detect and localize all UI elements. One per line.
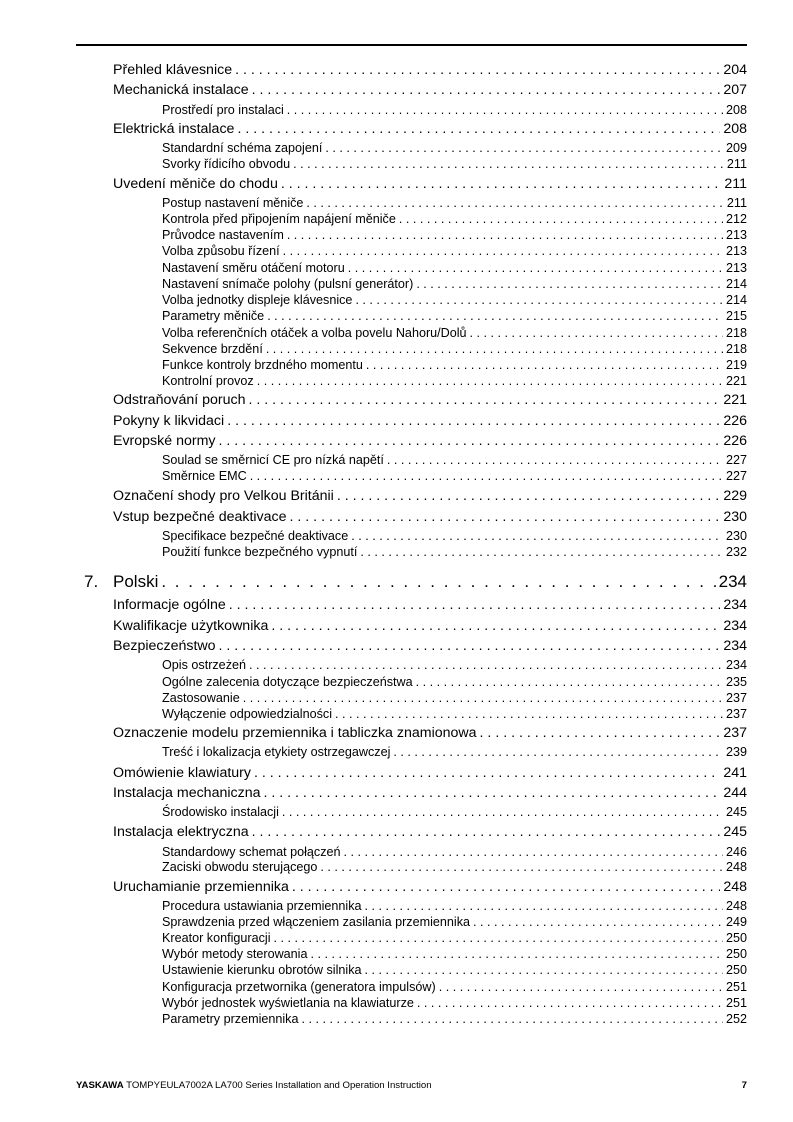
toc-entry-title: Uruchamianie przemiennika	[113, 879, 289, 895]
toc-dot-leader	[249, 392, 721, 408]
toc-section[interactable]	[113, 121, 747, 137]
toc-dot-leader	[416, 675, 723, 689]
toc-page-number: 248	[725, 860, 747, 874]
toc-entry-title: Prostředí pro instalaci	[162, 103, 284, 117]
toc-entry-title: Funkce kontroly brzdného momentu	[162, 358, 363, 372]
toc-page-number: 227	[725, 453, 747, 467]
toc-page-number: 239	[725, 745, 747, 759]
toc-entry-title: Omówienie klawiatury	[113, 765, 251, 781]
toc-entry-title: Nastavení směru otáčení motoru	[162, 261, 345, 275]
toc-dot-leader	[301, 1012, 723, 1026]
toc-entry-title: Použití funkce bezpečného vypnutí	[162, 545, 358, 559]
toc-subsection[interactable]	[162, 915, 747, 929]
toc-entry-title: Parametry měniče	[162, 309, 265, 323]
toc-subsection[interactable]	[162, 980, 747, 994]
toc-dot-leader	[325, 141, 723, 155]
toc-page-number: 245	[723, 824, 747, 840]
toc-page-number: 232	[725, 545, 747, 559]
toc-subsection[interactable]	[162, 453, 747, 467]
toc-entry-title: Oznaczenie modelu przemiennika i tabliczka znamionowa	[113, 725, 477, 741]
toc-subsection[interactable]	[162, 805, 747, 819]
toc-page-number: 234	[725, 658, 747, 672]
toc-dot-leader	[257, 374, 723, 388]
toc-dot-leader	[271, 618, 720, 634]
toc-chapter-number: 7.	[84, 572, 99, 591]
toc-entry-title: Kontrolní provoz	[162, 374, 254, 388]
toc-subsection[interactable]	[162, 860, 747, 874]
toc-subsection[interactable]	[162, 947, 747, 961]
toc-subsection[interactable]	[162, 745, 747, 759]
toc-dot-leader	[351, 529, 723, 543]
toc-entry-title: Wybór jednostek wyświetlania na klawiaturze	[162, 996, 414, 1010]
toc-dot-leader	[243, 691, 723, 705]
toc-page-number: 214	[725, 293, 747, 307]
toc-entry-title: Postup nastavení měniče	[162, 196, 304, 210]
toc-section[interactable]	[113, 413, 747, 429]
toc-dot-leader	[417, 996, 723, 1010]
toc-section[interactable]	[113, 618, 747, 634]
toc-subsection[interactable]	[162, 963, 747, 977]
toc-entry-title: Informacje ogólne	[113, 597, 226, 613]
toc-dot-leader	[229, 597, 721, 613]
toc-page-number: 211	[726, 157, 747, 171]
toc-subsection[interactable]	[162, 244, 747, 258]
toc-dot-leader	[310, 947, 723, 961]
toc-dot-leader	[416, 277, 723, 291]
toc-entry-title: Polski	[113, 572, 159, 591]
toc-dot-leader	[439, 980, 723, 994]
toc-dot-leader	[274, 931, 723, 945]
toc-entry-title: Wybór metody sterowania	[162, 947, 308, 961]
toc-page-number: 245	[725, 805, 747, 819]
toc-subsection[interactable]	[162, 931, 747, 945]
toc-subsection[interactable]	[162, 1012, 747, 1026]
toc-dot-leader	[219, 433, 721, 449]
toc-dot-leader	[365, 899, 723, 913]
toc-page-number: 230	[723, 509, 747, 525]
toc-entry-title: Volba způsobu řízení	[162, 244, 280, 258]
toc-dot-leader	[161, 572, 715, 592]
toc-page-number: 252	[725, 1012, 747, 1026]
toc-dot-leader	[393, 745, 723, 759]
toc-dot-leader	[365, 963, 723, 977]
toc-entry-title: Standardní schéma zapojení	[162, 141, 323, 155]
toc-dot-leader	[250, 469, 723, 483]
toc-dot-leader	[237, 121, 720, 137]
toc-page-number: 235	[725, 675, 747, 689]
toc-chapter[interactable]	[84, 572, 747, 592]
toc-section[interactable]	[113, 765, 747, 781]
toc-entry-title: Nastavení snímače polohy (pulsní generátor)	[162, 277, 414, 291]
toc-page-number: 250	[725, 963, 747, 977]
toc-dot-leader	[480, 725, 721, 741]
toc-entry-title: Elektrická instalace	[113, 121, 235, 137]
toc-page-number: 237	[723, 725, 747, 741]
toc-dot-leader	[292, 879, 720, 895]
toc-subsection[interactable]	[162, 157, 747, 171]
toc-page-number: 250	[725, 947, 747, 961]
toc-dot-leader	[249, 658, 723, 672]
toc-dot-leader	[267, 309, 723, 323]
toc-entry-title: Sekvence brzdění	[162, 342, 263, 356]
toc-entry-title: Instalacja mechaniczna	[113, 785, 261, 801]
toc-entry-title: Wyłączenie odpowiedzialności	[162, 707, 332, 721]
toc-section[interactable]	[113, 392, 747, 408]
toc-page-number: 213	[725, 228, 747, 242]
toc-subsection[interactable]	[162, 529, 747, 543]
toc-page-number: 218	[725, 326, 747, 340]
toc-dot-leader	[287, 103, 723, 117]
toc-subsection[interactable]	[162, 845, 747, 859]
toc-subsection[interactable]	[162, 196, 747, 210]
toc-entry-title: Specifikace bezpečné deaktivace	[162, 529, 349, 543]
toc-subsection[interactable]	[162, 899, 747, 913]
toc-dot-leader	[219, 638, 721, 654]
toc-entry-title: Označení shody pro Velkou Británii	[113, 488, 334, 504]
toc-page-number: 213	[725, 244, 747, 258]
toc-section[interactable]	[113, 176, 747, 192]
toc-page-number: 237	[725, 691, 747, 705]
header-rule	[76, 44, 747, 46]
toc-page-number: 208	[723, 121, 747, 137]
toc-entry-title: Środowisko instalacji	[162, 805, 279, 819]
toc-entry-title: Kwalifikacje użytkownika	[113, 618, 269, 634]
toc-dot-leader	[254, 765, 720, 781]
toc-subsection[interactable]	[162, 675, 747, 689]
toc-entry-title: Zaciski obwodu sterującego	[162, 860, 318, 874]
toc-subsection[interactable]	[162, 228, 747, 242]
toc-dot-leader	[320, 860, 723, 874]
toc-page-number: 227	[725, 469, 747, 483]
toc-entry-title: Uvedení měniče do chodu	[113, 176, 278, 192]
toc-dot-leader	[473, 915, 723, 929]
toc-page-number: 237	[725, 707, 747, 721]
toc-entry-title: Parametry przemiennika	[162, 1012, 299, 1026]
toc-page-number: 248	[725, 899, 747, 913]
toc-page-number: 234	[723, 618, 747, 634]
toc-dot-leader	[281, 176, 722, 192]
toc-entry-title: Zastosowanie	[162, 691, 240, 705]
toc-dot-leader	[348, 261, 723, 275]
toc-section[interactable]	[113, 62, 747, 78]
toc-page-number: 234	[723, 597, 747, 613]
toc-page-number: 250	[725, 931, 747, 945]
toc-entry-title: Ustawienie kierunku obrotów silnika	[162, 963, 362, 977]
toc-subsection[interactable]	[162, 658, 747, 672]
toc-entry-title: Soulad se směrnicí CE pro nízká napětí	[162, 453, 384, 467]
toc-section[interactable]	[113, 597, 747, 613]
toc-page-number: 251	[725, 980, 747, 994]
toc-subsection[interactable]	[162, 326, 747, 340]
toc-page-number: 207	[723, 82, 747, 98]
toc-dot-leader	[252, 82, 721, 98]
toc-dot-leader	[355, 293, 723, 307]
toc-page-number: 248	[723, 879, 747, 895]
toc-entry-title: Instalacja elektryczna	[113, 824, 249, 840]
toc-subsection[interactable]	[162, 469, 747, 483]
toc-entry-title: Průvodce nastavením	[162, 228, 284, 242]
toc-page-number: 246	[725, 845, 747, 859]
toc-dot-leader	[252, 824, 721, 840]
toc-page-number: 226	[723, 413, 747, 429]
toc-dot-leader	[287, 228, 723, 242]
toc-section[interactable]	[113, 785, 747, 801]
toc-dot-leader	[263, 785, 720, 801]
toc-page-number: 221	[725, 374, 747, 388]
toc-subsection[interactable]	[162, 141, 747, 155]
toc-page-number: 241	[723, 765, 747, 781]
footer-doc-title	[76, 1080, 432, 1091]
toc-page-number: 204	[723, 62, 747, 78]
toc-entry-title: Přehled klávesnice	[113, 62, 233, 78]
toc-page-number: 244	[723, 785, 747, 801]
toc-section[interactable]	[113, 488, 747, 504]
toc-section[interactable]	[113, 509, 747, 525]
toc-page-number: 251	[725, 996, 747, 1010]
toc-dot-leader	[235, 62, 720, 78]
footer-doc-name: TOMPYEULA7002A LA700 Series Installation and Operation Instruction	[126, 1080, 432, 1091]
toc-page-number: 212	[725, 212, 747, 226]
toc-entry-title: Konfiguracja przetwornika (generatora impulsów)	[162, 980, 436, 994]
toc-subsection[interactable]	[162, 212, 747, 226]
toc-dot-leader	[335, 707, 723, 721]
toc-dot-leader	[360, 545, 723, 559]
toc-entry-title: Směrnice EMC	[162, 469, 247, 483]
toc-page-number: 229	[723, 488, 747, 504]
toc-page-number: 234	[723, 638, 747, 654]
toc-subsection[interactable]	[162, 261, 747, 275]
toc-entry-title: Opis ostrzeżeń	[162, 658, 246, 672]
toc-entry-title: Bezpieczeństwo	[113, 638, 216, 654]
toc-dot-leader	[366, 358, 723, 372]
toc-page-number: 230	[725, 529, 747, 543]
toc-page-number: 209	[725, 141, 747, 155]
toc-entry-title: Procedura ustawiania przemiennika	[162, 899, 362, 913]
toc-dot-leader	[266, 342, 723, 356]
toc-entry-title: Sprawdzenia przed włączeniem zasilania przemiennika	[162, 915, 470, 929]
toc-entry-title: Pokyny k likvidaci	[113, 413, 225, 429]
toc-page-number: 234	[718, 572, 747, 591]
toc-page-number: 214	[725, 277, 747, 291]
toc-section[interactable]	[113, 433, 747, 449]
page-footer	[76, 1080, 747, 1091]
toc-subsection[interactable]	[162, 545, 747, 559]
toc-subsection[interactable]	[162, 342, 747, 356]
toc-dot-leader	[306, 196, 724, 210]
toc-page-number: 211	[726, 196, 747, 210]
toc-dot-leader	[470, 326, 723, 340]
toc-section[interactable]	[113, 638, 747, 654]
toc-entry-title: Ogólne zalecenia dotyczące bezpieczeństwa	[162, 675, 413, 689]
toc-subsection[interactable]	[162, 374, 747, 388]
toc-dot-leader	[337, 488, 721, 504]
toc-entry-title: Treść i lokalizacja etykiety ostrzegawczej	[162, 745, 391, 759]
footer-page-number: 7	[741, 1080, 747, 1091]
toc-page-number: 221	[723, 392, 747, 408]
toc-dot-leader	[283, 244, 723, 258]
toc-entry-title: Vstup bezpečné deaktivace	[113, 509, 287, 525]
toc-subsection[interactable]	[162, 707, 747, 721]
toc-dot-leader	[399, 212, 723, 226]
toc-section[interactable]	[113, 879, 747, 895]
toc-entry-title: Volba jednotky displeje klávesnice	[162, 293, 353, 307]
toc-subsection[interactable]	[162, 996, 747, 1010]
toc-dot-leader	[290, 509, 721, 525]
toc-entry-title: Mechanická instalace	[113, 82, 249, 98]
toc-subsection[interactable]	[162, 691, 747, 705]
footer-brand: YASKAWA	[76, 1080, 124, 1091]
toc-section[interactable]	[113, 82, 747, 98]
toc-subsection[interactable]	[162, 103, 747, 117]
toc-subsection[interactable]	[162, 309, 747, 323]
toc-entry-title: Evropské normy	[113, 433, 216, 449]
toc-dot-leader	[227, 413, 720, 429]
toc-page-number: 208	[725, 103, 747, 117]
toc-entry-title: Svorky řídicího obvodu	[162, 157, 291, 171]
toc-dot-leader	[282, 805, 723, 819]
toc-page-number: 226	[723, 433, 747, 449]
toc-entry-title: Kreator konfiguracji	[162, 931, 271, 945]
toc-dot-leader	[293, 157, 724, 171]
toc-dot-leader	[344, 845, 723, 859]
toc-page-number: 218	[725, 342, 747, 356]
toc-subsection[interactable]	[162, 358, 747, 372]
toc-entry-title: Odstraňování poruch	[113, 392, 246, 408]
toc-page-number: 213	[725, 261, 747, 275]
toc-dot-leader	[387, 453, 723, 467]
toc-section[interactable]	[113, 824, 747, 840]
toc-subsection[interactable]	[162, 277, 747, 291]
toc-entry-title: Standardowy schemat połączeń	[162, 845, 341, 859]
toc-entry-title: Kontrola před připojením napájení měniče	[162, 212, 396, 226]
toc-section[interactable]	[113, 725, 747, 741]
toc-page-number: 215	[725, 309, 747, 323]
toc-page-number: 211	[724, 176, 747, 192]
toc-entry-title: Volba referenčních otáček a volba povelu Nahoru/Dolů	[162, 326, 467, 340]
toc-page-number: 219	[725, 358, 747, 372]
toc-subsection[interactable]	[162, 293, 747, 307]
toc-page-number: 249	[725, 915, 747, 929]
